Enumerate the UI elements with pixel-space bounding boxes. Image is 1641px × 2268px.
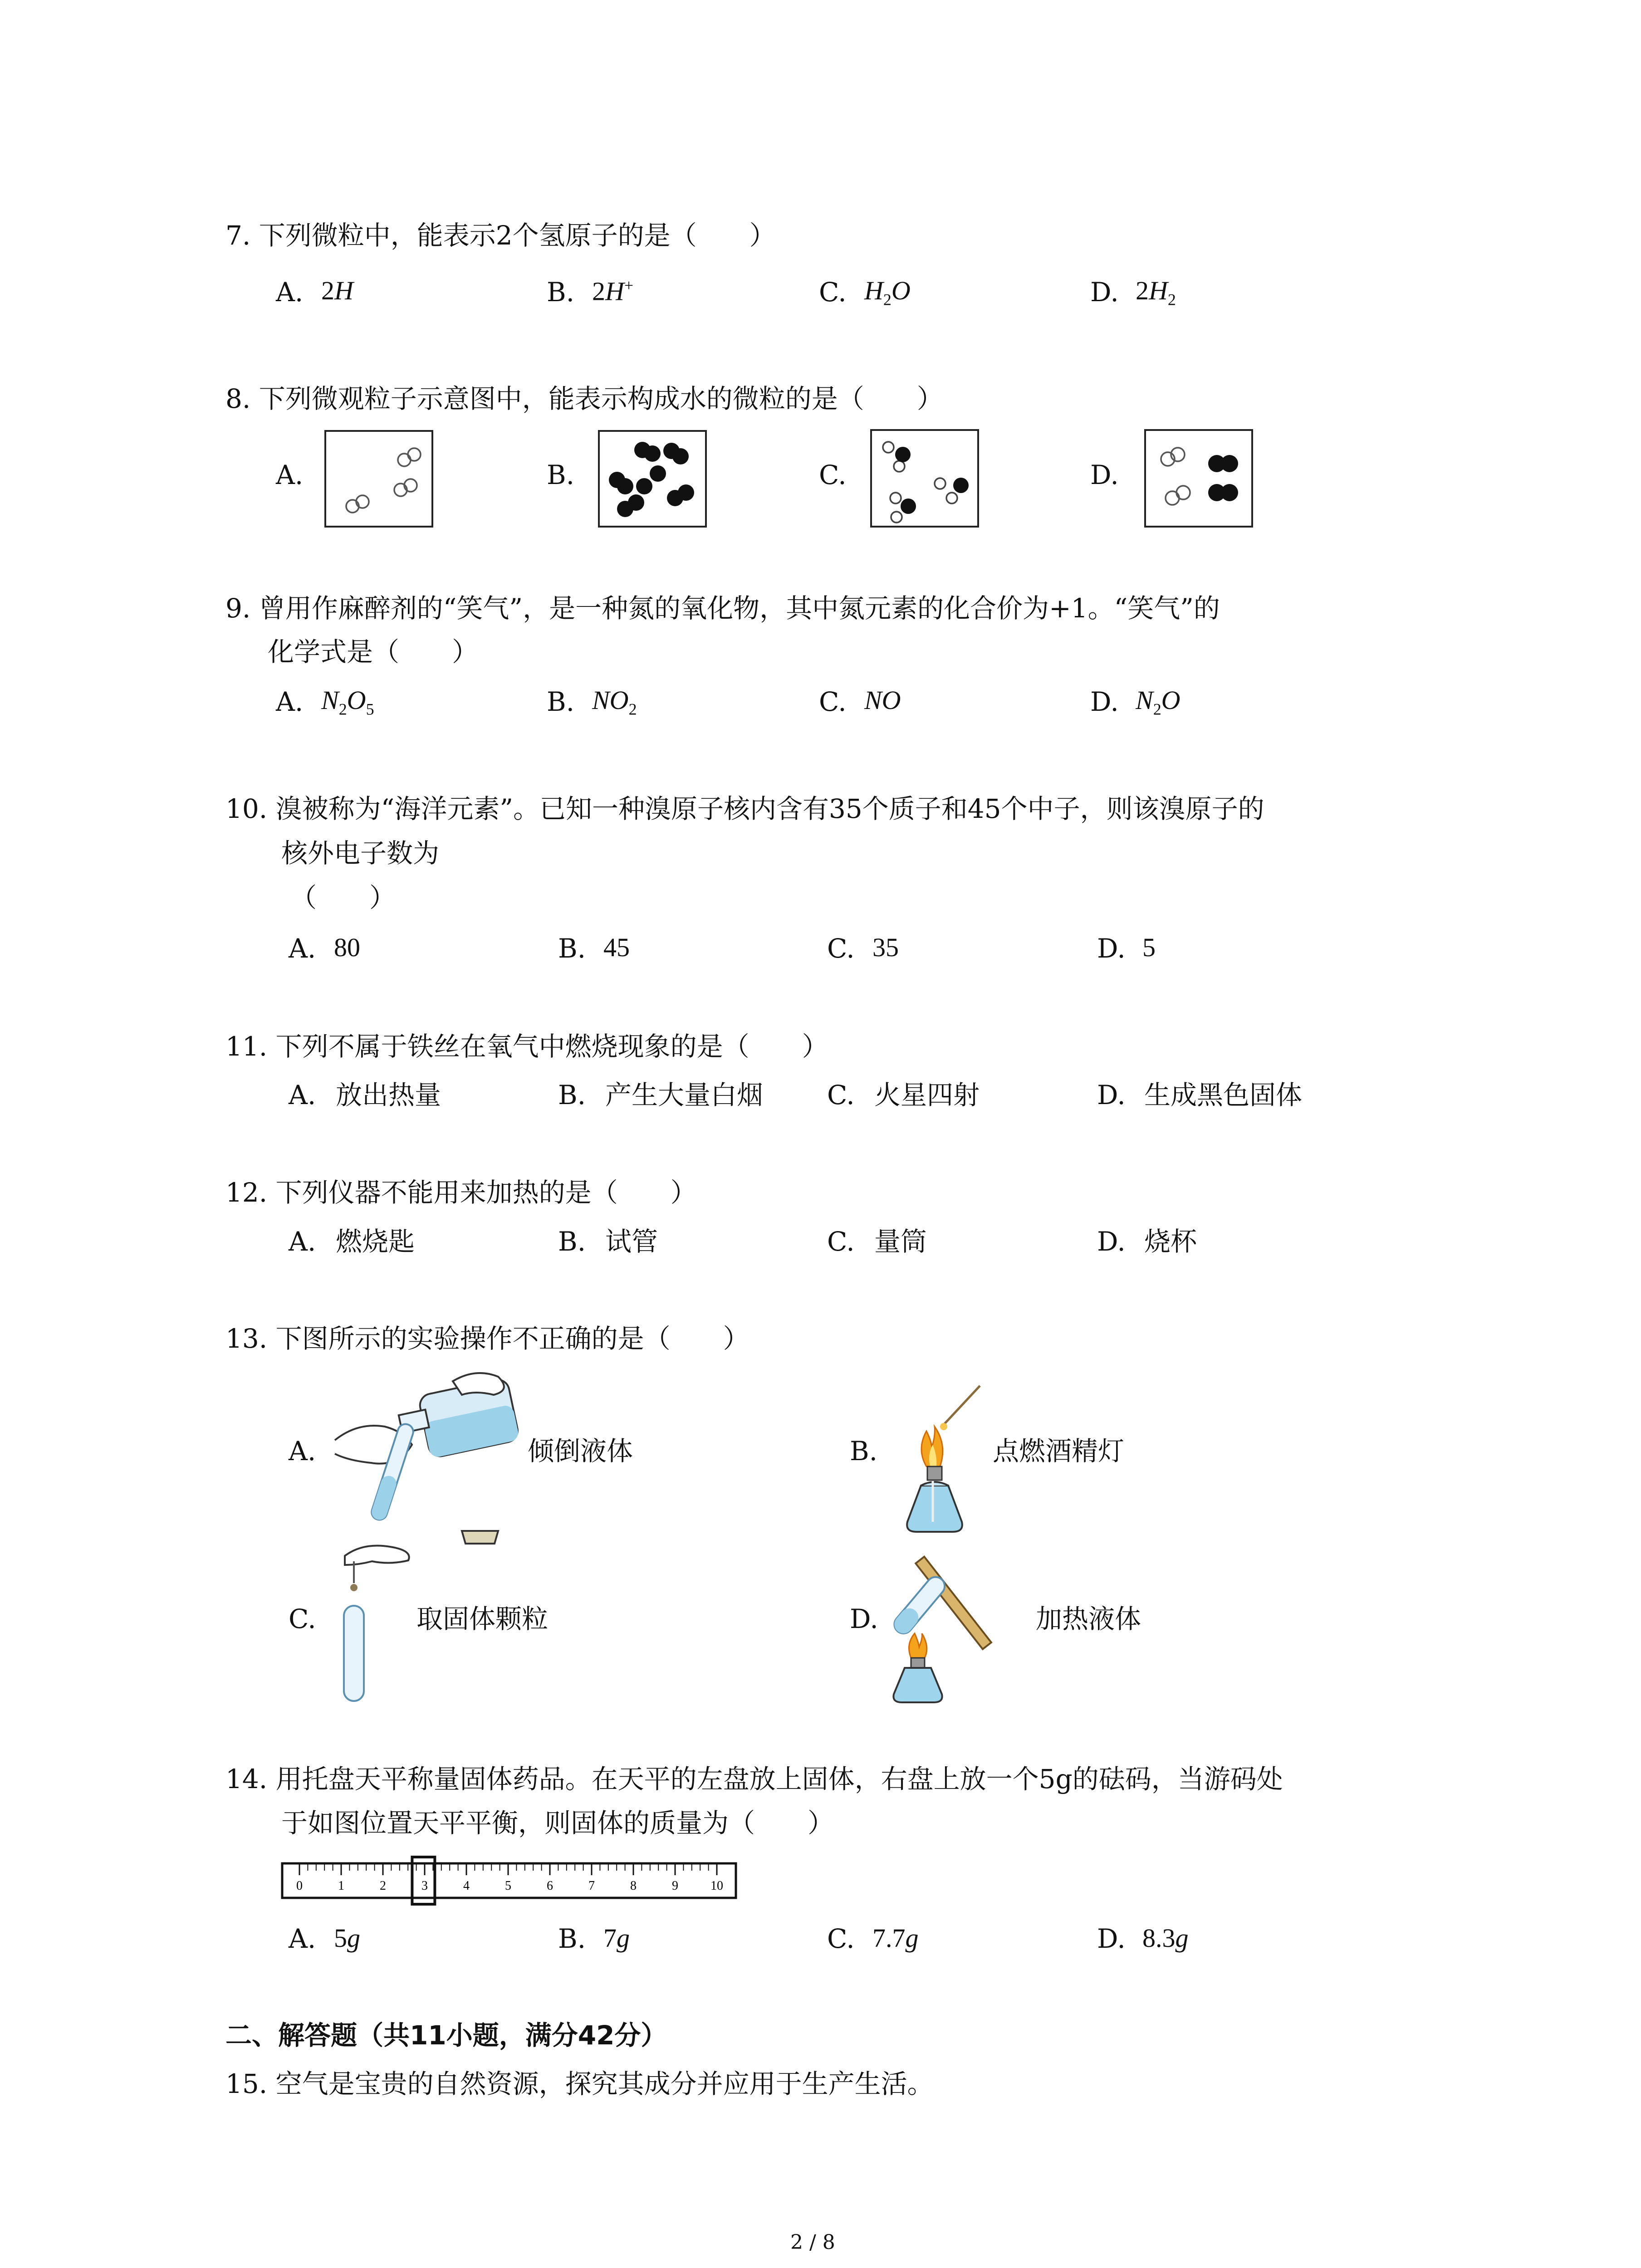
q11-option-b: 产生大量白烟 [605,1080,764,1110]
q13-option-b-text: 点燃酒精灯 [993,1436,1125,1466]
q7-option-d: $2H_2$ [1136,276,1176,309]
page-number: 2 / 8 [790,2231,835,2254]
q12-option-c: 量筒 [874,1226,927,1257]
q14-option-d: 8.3g [1142,1923,1189,1953]
q8-option-b-diagram [598,430,707,528]
q12-stem: 12. 下列仪器不能用来加热的是（ ） [225,1177,697,1208]
q12-option-a: 燃烧匙 [336,1226,415,1257]
ruler-tick-label: 3 [421,1879,428,1893]
q13-option-a-text: 倾倒液体 [528,1436,633,1466]
q10-option-c-label: C. [827,933,855,964]
q10-stem-line1: 10. 溴被称为“海洋元素”。已知一种溴原子核内含有35个质子和45个中子，则该溴原子的 [225,793,1264,824]
q13-option-d-heating-liquid-illustration [889,1545,1043,1703]
q13-option-b-label: B. [850,1436,878,1466]
q10-stem-line2: 核外电子数为 [281,838,440,869]
q8-option-a-label: A. [276,459,304,490]
q12-option-b: 试管 [605,1226,658,1257]
q10-stem-line3: （ ） [290,882,396,913]
q12-option-d-label: D. [1097,1226,1126,1257]
q8-option-d-label: D. [1090,459,1119,490]
ruler-tick-label: 5 [505,1879,511,1893]
ruler-tick-label: 7 [588,1879,595,1893]
q14-option-a: 5g [334,1923,360,1953]
q14-stem-line2: 于如图位置天平平衡，则固体的质量为（ ） [281,1808,834,1838]
q13-option-b-alcohol-lamp-illustration [889,1372,989,1540]
q11-option-a-label: A. [289,1080,316,1110]
q13-option-a-label: A. [289,1436,316,1466]
q12-option-a-label: A. [289,1226,316,1257]
q10-option-a: 80 [334,933,360,962]
q8-option-b-label: B. [547,459,575,490]
q13-option-a-pouring-illustration [330,1363,521,1554]
ruler-tick-label: 1 [338,1879,344,1893]
ruler-tick-label: 2 [380,1879,386,1893]
ruler-tick-label: 6 [547,1879,553,1893]
q7-option-b-label: B. [547,277,575,308]
q14-option-c: 7.7g [872,1923,919,1953]
q7-option-a: 2H [321,276,353,305]
q12-option-d: 烧杯 [1144,1226,1197,1257]
q13-option-c-label: C. [289,1603,316,1634]
q13-option-d-label: D. [850,1603,878,1634]
q11-stem: 11. 下列不属于铁丝在氧气中燃烧现象的是（ ） [225,1031,828,1062]
q10-option-d-label: D. [1097,933,1126,964]
q9-option-d: $N_2O$ [1136,685,1181,719]
q9-option-a: $N_2O_5$ [321,685,374,719]
q13-option-d-text: 加热液体 [1036,1603,1141,1634]
ruler-tick-label: 10 [710,1879,723,1893]
q9-option-c: NO [864,685,901,715]
q13-option-c-solid-granule-illustration [336,1538,426,1706]
q9-option-b-label: B. [547,686,575,717]
q9-stem-line2: 化学式是（ ） [268,636,479,667]
q14-option-b: 7g [603,1923,630,1953]
q11-option-d: 生成黑色固体 [1144,1080,1303,1110]
q10-option-b-label: B. [558,933,586,964]
q10-option-a-label: A. [289,933,316,964]
q8-option-d-diagram [1144,429,1253,528]
q10-option-b: 45 [603,933,630,962]
q9-option-c-label: C. [819,686,847,717]
q8-option-c-label: C. [819,459,847,490]
ruler-tick-label: 9 [672,1879,678,1893]
q7-option-d-label: D. [1090,277,1119,308]
ruler-tick-label: 0 [296,1879,303,1893]
q9-option-d-label: D. [1090,686,1119,717]
q7-option-c: $H_2O$ [864,276,911,309]
q7-option-a-label: A. [276,277,304,308]
q7-option-b: 2H+ [592,276,634,306]
section-title: 二、解答题（共11小题，满分42分） [225,2020,667,2051]
q14-option-d-label: D. [1097,1923,1126,1954]
q8-option-a-diagram [324,430,433,528]
q14-option-c-label: C. [827,1923,855,1954]
q8-stem: 8. 下列微观粒子示意图中，能表示构成水的微粒的是（ ） [225,383,943,414]
q9-option-b: $NO_2$ [592,685,637,719]
ruler-tick-label: 4 [463,1879,470,1893]
q10-option-d: 5 [1142,933,1156,962]
q9-stem-line1: 9. 曾用作麻醉剂的“笑气”，是一种氮的氧化物，其中氮元素的化合价为+1。“笑气”的 [225,593,1220,624]
q7-stem: 7. 下列微粒中，能表示2个氢原子的是（ ） [225,220,776,251]
q9-option-a-label: A. [276,686,304,717]
q14-option-a-label: A. [289,1923,316,1954]
q8-option-c-diagram [870,429,979,528]
q11-option-a: 放出热量 [336,1080,441,1110]
q10-option-c: 35 [872,933,899,962]
q14-option-b-label: B. [558,1923,586,1954]
q14-stem-line1: 14. 用托盘天平称量固体药品。在天平的左盘放上固体，右盘上放一个5g的砝码，当游码处 [225,1764,1283,1794]
q12-option-c-label: C. [827,1226,855,1257]
q11-option-c-label: C. [827,1080,855,1110]
q14-balance-ruler [281,1855,744,1905]
q11-option-c: 火星四射 [874,1080,980,1110]
q7-option-c-label: C. [819,277,847,308]
q15-stem: 15. 空气是宝贵的自然资源，探究其成分并应用于生产生活。 [225,2068,934,2099]
ruler-tick-label: 8 [630,1879,637,1893]
q11-option-d-label: D. [1097,1080,1126,1110]
q13-option-c-text: 取固体颗粒 [416,1603,549,1634]
q12-option-b-label: B. [558,1226,586,1257]
q11-option-b-label: B. [558,1080,586,1110]
q13-stem: 13. 下图所示的实验操作不正确的是（ ） [225,1323,749,1354]
